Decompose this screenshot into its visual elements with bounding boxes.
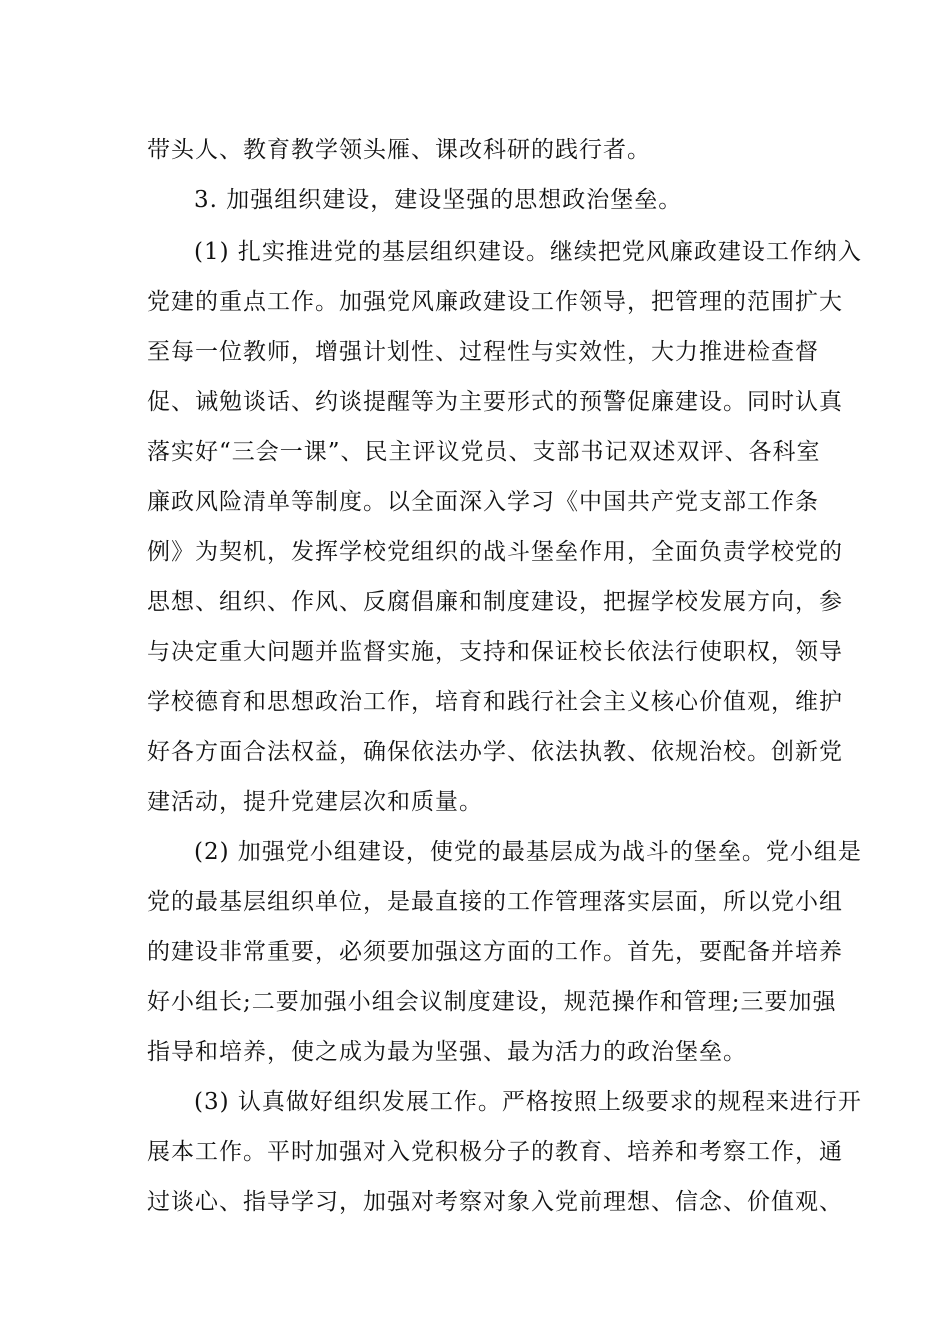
paragraph-1-line: 落实好“三会一课”、民主评议党员、支部书记双述双评、各科室 <box>147 439 821 465</box>
paragraph-1-line: 例》为契机，发挥学校党组织的战斗堡垒作用，全面负责学校党的 <box>147 539 843 565</box>
paragraph-2-line: 的建设非常重要，必须要加强这方面的工作。首先，要配备并培养 <box>147 939 843 965</box>
paragraph-1-line: 思想、组织、作风、反腐倡廉和制度建设，把握学校发展方向，参 <box>147 589 843 615</box>
paragraph-1-line: 党建的重点工作。加强党风廉政建设工作领导，把管理的范围扩大 <box>147 289 843 315</box>
text-line-continuation: 带头人、教育教学领头雁、课改科研的践行者。 <box>147 137 651 163</box>
paragraph-1-line: 学校德育和思想政治工作，培育和践行社会主义核心价值观，维护 <box>147 689 843 715</box>
section-heading: 3. 加强组织建设，建设坚强的思想政治堡垒。 <box>194 187 683 213</box>
paragraph-1-line: 促、诫勉谈话、约谈提醒等为主要形式的预警促廉建设。同时认真 <box>147 389 843 415</box>
paragraph-3-line: 展本工作。平时加强对入党积极分子的教育、培养和考察工作，通 <box>147 1139 843 1165</box>
paragraph-2-line: 党的最基层组织单位，是最直接的工作管理落实层面，所以党小组 <box>147 889 843 915</box>
paragraph-3-line-1: (3) 认真做好组织发展工作。严格按照上级要求的规程来进行开 <box>194 1089 862 1115</box>
paragraph-2-line-last: 指导和培养，使之成为最为坚强、最为活力的政治堡垒。 <box>147 1039 747 1065</box>
paragraph-1-line: 廉政风险清单等制度。以全面深入学习《中国共产党支部工作条 <box>147 489 819 515</box>
paragraph-1-line-last: 建活动，提升党建层次和质量。 <box>147 789 483 815</box>
paragraph-1-line: 好各方面合法权益，确保依法办学、依法执教、依规治校。创新党 <box>147 739 843 765</box>
paragraph-2-line-1: (2) 加强党小组建设，使党的最基层成为战斗的堡垒。党小组是 <box>194 839 862 865</box>
paragraph-3-line: 过谈心、指导学习，加强对考察对象入党前理想、信念、价值观、 <box>147 1189 843 1215</box>
paragraph-1-line: 与决定重大问题并监督实施，支持和保证校长依法行使职权，领导 <box>147 639 843 665</box>
paragraph-2-line: 好小组长;二要加强小组会议制度建设，规范操作和管理;三要加强 <box>147 989 837 1015</box>
paragraph-1-line-1: (1) 扎实推进党的基层组织建设。继续把党风廉政建设工作纳入 <box>194 239 862 265</box>
paragraph-1-line: 至每一位教师，增强计划性、过程性与实效性，大力推进检查督 <box>147 339 819 365</box>
